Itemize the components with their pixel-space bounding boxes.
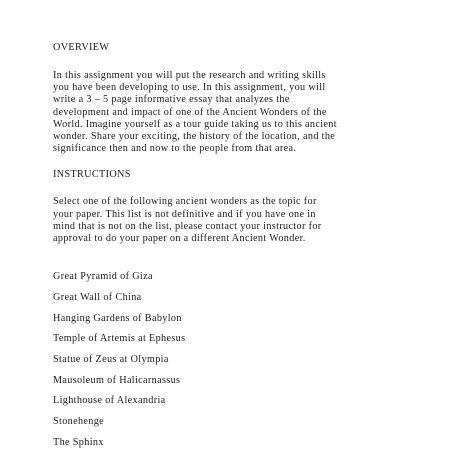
list-item: The Sphinx bbox=[53, 436, 104, 448]
list-item: Lighthouse of Alexandria bbox=[53, 395, 166, 407]
list-item: Hanging Gardens of Babylon bbox=[53, 312, 182, 324]
list-item: Statue of Zeus at Olympia bbox=[53, 353, 169, 365]
instructions-heading: INSTRUCTIONS bbox=[53, 169, 131, 181]
overview-paragraph bbox=[53, 70, 433, 155]
list-item: Great Pyramid of Giza bbox=[53, 271, 153, 283]
overview-heading: OVERVIEW bbox=[53, 42, 110, 53]
paragraph-line: development and impact of one of the Ancient Wonders of the bbox=[53, 106, 327, 118]
paragraph-line: World. Imagine yourself as a tour guide taking us to this ancient bbox=[53, 118, 337, 130]
paragraph-line: you have been developing to use. In this assignment, you will bbox=[53, 82, 326, 94]
instructions-paragraph bbox=[53, 196, 433, 245]
list-item: Stonehenge bbox=[53, 416, 105, 428]
paragraph-line: approval to do your paper on a different Ancient Wonder. bbox=[53, 233, 306, 245]
paragraph-line: Select one of the following ancient wonders as the topic for bbox=[53, 196, 317, 208]
paragraph-line: your paper. This list is not definitive and if you have one in bbox=[53, 208, 316, 220]
document-page bbox=[53, 42, 433, 457]
list-item: Temple of Artemis at Ephesus bbox=[53, 333, 186, 345]
paragraph-line: wonder. Share your exciting, the history of the location, and the bbox=[53, 131, 336, 143]
paragraph-line: In this assignment you will put the research and writing skills bbox=[53, 70, 326, 81]
ancient-wonders-list bbox=[53, 271, 433, 449]
paragraph-line: write a 3 – 5 page informative essay that analyzes the bbox=[53, 94, 290, 106]
paragraph-line: mind that is not on the list, please contact your instructor for bbox=[53, 220, 322, 232]
list-item: Mausoleum of Halicarnassus bbox=[53, 374, 181, 386]
list-item: Great Wall of China bbox=[53, 291, 142, 303]
paragraph-line: significance then and now to the people from that area. bbox=[53, 143, 297, 155]
